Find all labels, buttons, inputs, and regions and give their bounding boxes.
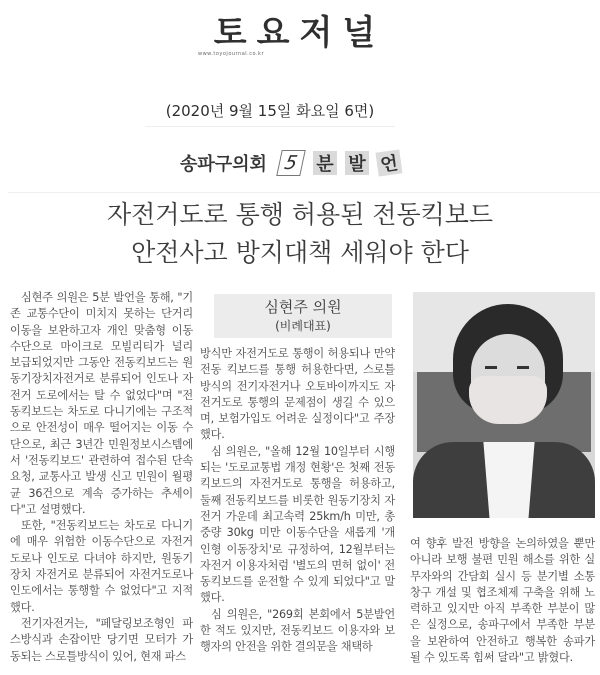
councilor-photo <box>413 292 595 518</box>
photo-mask <box>469 376 547 424</box>
section-tile: 언 <box>375 149 402 176</box>
divider <box>8 192 600 193</box>
paragraph: 심 의원은, "269회 본회에서 5분발언한 적도 있지만, 전동킥보드 이용자와 보행자의 안전을 위한 결의문을 채택하 <box>200 607 395 654</box>
article-headline <box>100 196 500 272</box>
paragraph: 전기자전거는, "페달링보조형인 파스방식과 손잡이만 당기면 모터가 가동되는 스로틀방식이 있어, 현재 파스 <box>10 616 193 663</box>
article-column-2 <box>200 346 395 656</box>
five-number-box: 5 <box>276 150 306 176</box>
headline-line-2: 안전사고 방지대책 세워야 한다 <box>131 238 469 267</box>
newspaper-masthead <box>192 14 407 58</box>
council-name: 송파구의회 <box>180 154 267 175</box>
headline-line-1: 자전거도로 통행 허용된 전동킥보드 <box>106 200 494 229</box>
byline-affiliation: (비례대표) <box>275 319 331 333</box>
byline-box <box>214 294 392 338</box>
article-column-1 <box>10 290 193 665</box>
section-tile: 분 <box>313 151 337 175</box>
paragraph: 심현주 의원은 5분 발언을 통해, "기존 교통수단이 미치지 못하는 단거리 이동을 보완하고자 개인 맞춤형 이동수단으로 마이크로 모빌리티가 널리 보급되었지만 그동안 전동킥보드는 원동기장치자전거로 분류되어 인도나 자전거 도로에서는 탈 수 없었다"며 "전동킥보드는 차도로 다니기에는 구조적으로 안전성이 매우 떨어지는 이동 수단으로, 최근 3년간 민원정보시스템에서 '전동킥보드' 관련하여 접수된 단속 요청, 교통사고 발생 신고 민원이 월평균 36건으로 계속 증가하는 추세이다"고 설명했다. <box>10 291 193 516</box>
photo-eye <box>517 366 529 369</box>
newspaper-url: www.toyojournal.co.kr <box>198 51 264 57</box>
article-column-3 <box>410 536 595 666</box>
section-tile: 발 <box>345 151 369 175</box>
paragraph: 여 향후 발전 방향을 논의하였을 뿐만 아니라 보행 불편 민원 해소를 위한 실무자와의 간담회 실시 등 분기별 소통창구 개설 및 협조체제 구축을 위해 노력하고 있지만 아직 부족한 부분이 많은 실정으로, 송파구에서 부족한 부분을 보완하여 안전하고 행복한 송파가 될 수 있도록 힘써 달라"고 밝혔다. <box>410 537 595 665</box>
section-label <box>180 146 405 180</box>
paragraph: 방식만 자전거도로 통행이 허용되나 만약 전동 킥보드를 통행 허용한다면, 스로틀방식의 전기자전거나 오토바이까지도 자전거도로 통행의 문제점이 생길 수 있으며, 보험가입도 어려운 실정이다"고 주장했다. <box>200 347 395 442</box>
publication-dateline: (2020년 9월 15일 화요일 6면) <box>145 96 395 127</box>
paragraph: 심 의원은, "올해 12월 10일부터 시행되는 '도로교통법 개정 현황'은 첫째 전동킥보드의 자전거도로 통행을 허용하고, 둘째 전동킥보드를 비롯한 원동기장치 자전거 가운데 최고속력 25km/h 미만, 총 중량 30kg 미만 이동수단을 새롭게 '개인형 이동장치'로 규정하여, 12월부터는 자전거 이용자처럼 '별도의 면허 없이' 전동킥보드를 운전할 수 있게 되었다"고 말했다. <box>200 444 395 605</box>
photo-eye <box>485 366 497 369</box>
paragraph: 또한, "전동킥보드는 차도로 다니기에 매우 위험한 이동수단으로 자전거도로나 인도로 다녀야 하지만, 원동기장치 자전거로 분류되어 자전거도로나 인도에서는 통행할 수 없었다"고 지적했다. <box>10 519 193 614</box>
newspaper-title: 토요저널 <box>213 13 386 53</box>
byline-name: 심현주 의원 <box>264 298 342 316</box>
